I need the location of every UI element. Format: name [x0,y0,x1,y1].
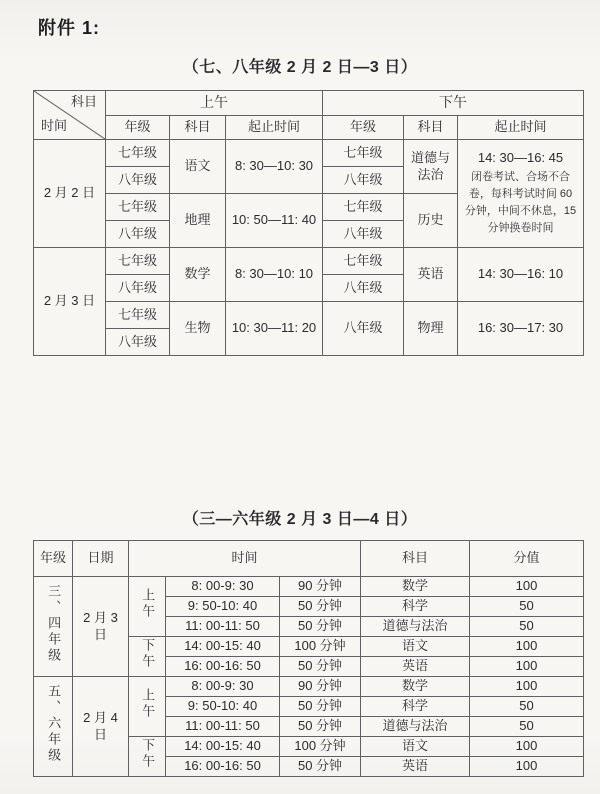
subject-cell: 道德与法治 [404,140,458,194]
time-range-cell: 8: 30—10: 10 [226,248,323,302]
col-header-grade-pm: 年级 [323,116,404,140]
duration-cell: 50 分钟 [280,597,361,617]
subject-cell: 英语 [361,657,470,677]
score-cell: 50 [470,717,584,737]
time-range-cell: 8: 30—10: 30 [226,140,323,194]
time-range-cell: 14: 30—16: 10 [458,248,584,302]
subject-cell: 数学 [361,577,470,597]
col-header-grade-am: 年级 [106,116,170,140]
time-cell: 9: 50-10: 40 [166,597,280,617]
grade-cell: 七年级 [106,302,170,329]
duration-cell: 100 分钟 [280,737,361,757]
subject-cell: 语文 [361,737,470,757]
score-cell: 100 [470,737,584,757]
subject-cell: 英语 [404,248,458,302]
exam-table-grades-7-8 [33,90,584,356]
grade-cell: 八年级 [106,167,170,194]
col-header-subject-am: 科目 [170,116,226,140]
duration-cell: 50 分钟 [280,697,361,717]
pm-time-note: 闭卷考试、合场不合卷，每科考试时间 60 分钟，中间不休息，15 分钟换卷时间 [464,170,577,234]
time-range-note-cell [458,140,584,248]
subject-cell: 历史 [404,194,458,248]
col-header-range-pm: 起止时间 [458,116,584,140]
time-range-cell: 10: 30—11: 20 [226,302,323,356]
subject-cell: 语文 [361,637,470,657]
subject-cell: 物理 [404,302,458,356]
time-cell: 8: 00-9: 30 [166,577,280,597]
date-cell: 2 月 3 日 [34,248,106,356]
table1-title: （七、八年级 2 月 2 日—3 日） [182,59,418,76]
duration-cell: 50 分钟 [280,757,361,777]
session-label-am: 上午 [140,588,156,621]
subject-cell: 语文 [170,140,226,194]
subject-cell: 生物 [170,302,226,356]
time-cell: 14: 00-15: 40 [166,637,280,657]
date-cell: 2 月 3 日 [73,577,129,677]
grade-cell: 七年级 [106,194,170,221]
time-cell: 8: 00-9: 30 [166,677,280,697]
col-header-score: 分值 [470,541,584,577]
score-cell: 50 [470,617,584,637]
score-cell: 100 [470,757,584,777]
pm-time-main: 14: 30—16: 45 [477,150,564,166]
grade-cell: 八年级 [106,329,170,356]
subject-cell: 道德与法治 [361,617,470,637]
attachment-label: 附件 1: [38,18,101,38]
time-range-cell: 16: 30—17: 30 [458,302,584,356]
duration-cell: 50 分钟 [280,617,361,637]
col-header-subject-pm: 科目 [404,116,458,140]
time-cell: 16: 00-16: 50 [166,657,280,677]
subject-cell: 数学 [170,248,226,302]
session-header-am: 上午 [106,91,323,116]
score-cell: 100 [470,657,584,677]
table2-title: （三—六年级 2 月 3 日—4 日） [182,511,418,528]
subject-cell: 科学 [361,697,470,717]
subject-cell: 英语 [361,757,470,777]
score-cell: 50 [470,697,584,717]
grade-cell: 八年级 [106,221,170,248]
duration-cell: 50 分钟 [280,717,361,737]
grade-cell: 七年级 [323,194,404,221]
grade-group-cell [34,577,73,677]
col-header-time: 时间 [129,541,361,577]
grade-cell: 八年级 [106,275,170,302]
col-header-subject: 科目 [361,541,470,577]
grade-cell: 八年级 [323,221,404,248]
session-header-pm: 下午 [323,91,584,116]
corner-subject-label: 科目 [70,94,97,109]
session-label-am: 上午 [140,688,156,721]
time-cell: 14: 00-15: 40 [166,737,280,757]
score-cell: 100 [470,677,584,697]
score-cell: 100 [470,637,584,657]
duration-cell: 100 分钟 [280,637,361,657]
duration-cell: 90 分钟 [280,577,361,597]
grade-group-label: 三、四年级 [46,584,62,665]
date-cell: 2 月 4 日 [73,677,129,777]
col-header-grade: 年级 [34,541,73,577]
grade-group-cell [34,677,73,777]
subject-cell: 数学 [361,677,470,697]
session-label-pm: 下午 [140,638,156,671]
time-range-cell: 10: 50—11: 40 [226,194,323,248]
date-cell: 2 月 2 日 [34,140,106,248]
time-cell: 11: 00-11: 50 [166,617,280,637]
time-cell: 9: 50-10: 40 [166,697,280,717]
col-header-date: 日期 [73,541,129,577]
duration-cell: 90 分钟 [280,677,361,697]
grade-cell: 八年级 [323,275,404,302]
duration-cell: 50 分钟 [280,657,361,677]
session-cell-am [129,677,166,737]
corner-time-label: 时间 [41,117,68,133]
grade-cell: 七年级 [323,248,404,275]
subject-cell: 地理 [170,194,226,248]
subject-cell: 科学 [361,597,470,617]
session-cell-pm [129,637,166,677]
time-cell: 11: 00-11: 50 [166,717,280,737]
session-cell-pm [129,737,166,777]
corner-header-cell [34,91,106,140]
grade-cell: 八年级 [323,302,404,356]
col-header-range-am: 起止时间 [226,116,323,140]
exam-table-grades-3-6 [33,540,584,777]
subject-cell: 道德与法治 [361,717,470,737]
grade-cell: 七年级 [106,248,170,275]
grade-cell: 七年级 [323,140,404,167]
grade-cell: 八年级 [323,167,404,194]
time-cell: 16: 00-16: 50 [166,757,280,777]
session-label-pm: 下午 [140,738,156,771]
score-cell: 50 [470,597,584,617]
score-cell: 100 [470,577,584,597]
session-cell-am [129,577,166,637]
grade-cell: 七年级 [106,140,170,167]
grade-group-label: 五、六年级 [46,684,62,765]
